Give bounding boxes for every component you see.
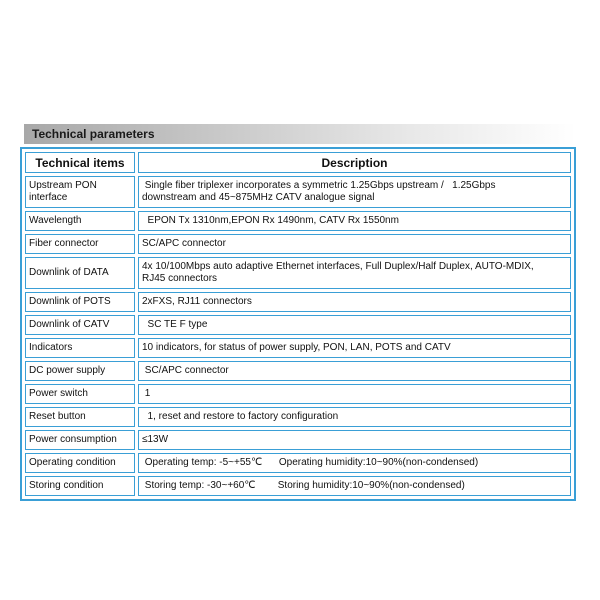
row-description-cell: SC/APC connector	[138, 361, 571, 381]
row-description-cell: Operating temp: -5~+55℃ Operating humidity:10~90%(non-condensed)	[138, 453, 571, 473]
row-description-cell: Single fiber triplexer incorporates a symmetric 1.25Gbps upstream / 1.25Gbps downstream and 45~875MHz CATV analogue signal	[138, 176, 571, 208]
row-description-cell: 1, reset and restore to factory configuration	[138, 407, 571, 427]
table-row	[25, 430, 571, 450]
table-row	[25, 407, 571, 427]
row-item-cell: Downlink of DATA	[25, 257, 135, 289]
header-technical-items: Technical items	[25, 152, 135, 173]
row-item-cell: Reset button	[25, 407, 135, 427]
table-row	[25, 338, 571, 358]
header-description: Description	[138, 152, 571, 173]
row-item-cell: Upstream PON interface	[25, 176, 135, 208]
section-header-bar	[24, 124, 576, 144]
table-row	[25, 292, 571, 312]
row-description-cell: EPON Tx 1310nm,EPON Rx 1490nm, CATV Rx 1550nm	[138, 211, 571, 231]
row-item-cell: Indicators	[25, 338, 135, 358]
row-item-cell: Power switch	[25, 384, 135, 404]
row-item-cell: Downlink of POTS	[25, 292, 135, 312]
table-row	[25, 476, 571, 496]
table-row	[25, 234, 571, 254]
table-header-row	[25, 152, 571, 173]
row-description-cell: Storing temp: -30~+60℃ Storing humidity:10~90%(non-condensed)	[138, 476, 571, 496]
table-row	[25, 176, 571, 208]
row-item-cell: Fiber connector	[25, 234, 135, 254]
tech-params-table	[20, 147, 576, 501]
table-row	[25, 361, 571, 381]
row-description-cell: SC TE F type	[138, 315, 571, 335]
table-row	[25, 315, 571, 335]
table-row	[25, 384, 571, 404]
row-item-cell: Wavelength	[25, 211, 135, 231]
row-description-cell: 4x 10/100Mbps auto adaptive Ethernet interfaces, Full Duplex/Half Duplex, AUTO-MDIX, RJ45 connectors	[138, 257, 571, 289]
row-description-cell: 10 indicators, for status of power supply, PON, LAN, POTS and CATV	[138, 338, 571, 358]
table-row	[25, 257, 571, 289]
row-description-cell: 1	[138, 384, 571, 404]
tech-params-table-wrapper	[20, 147, 576, 501]
row-item-cell: Storing condition	[25, 476, 135, 496]
section-title: Technical parameters	[32, 127, 155, 141]
row-description-cell: 2xFXS, RJ11 connectors	[138, 292, 571, 312]
table-row	[25, 453, 571, 473]
row-item-cell: Downlink of CATV	[25, 315, 135, 335]
row-item-cell: DC power supply	[25, 361, 135, 381]
row-item-cell: Power consumption	[25, 430, 135, 450]
row-item-cell: Operating condition	[25, 453, 135, 473]
table-row	[25, 211, 571, 231]
row-description-cell: SC/APC connector	[138, 234, 571, 254]
row-description-cell: ≤13W	[138, 430, 571, 450]
